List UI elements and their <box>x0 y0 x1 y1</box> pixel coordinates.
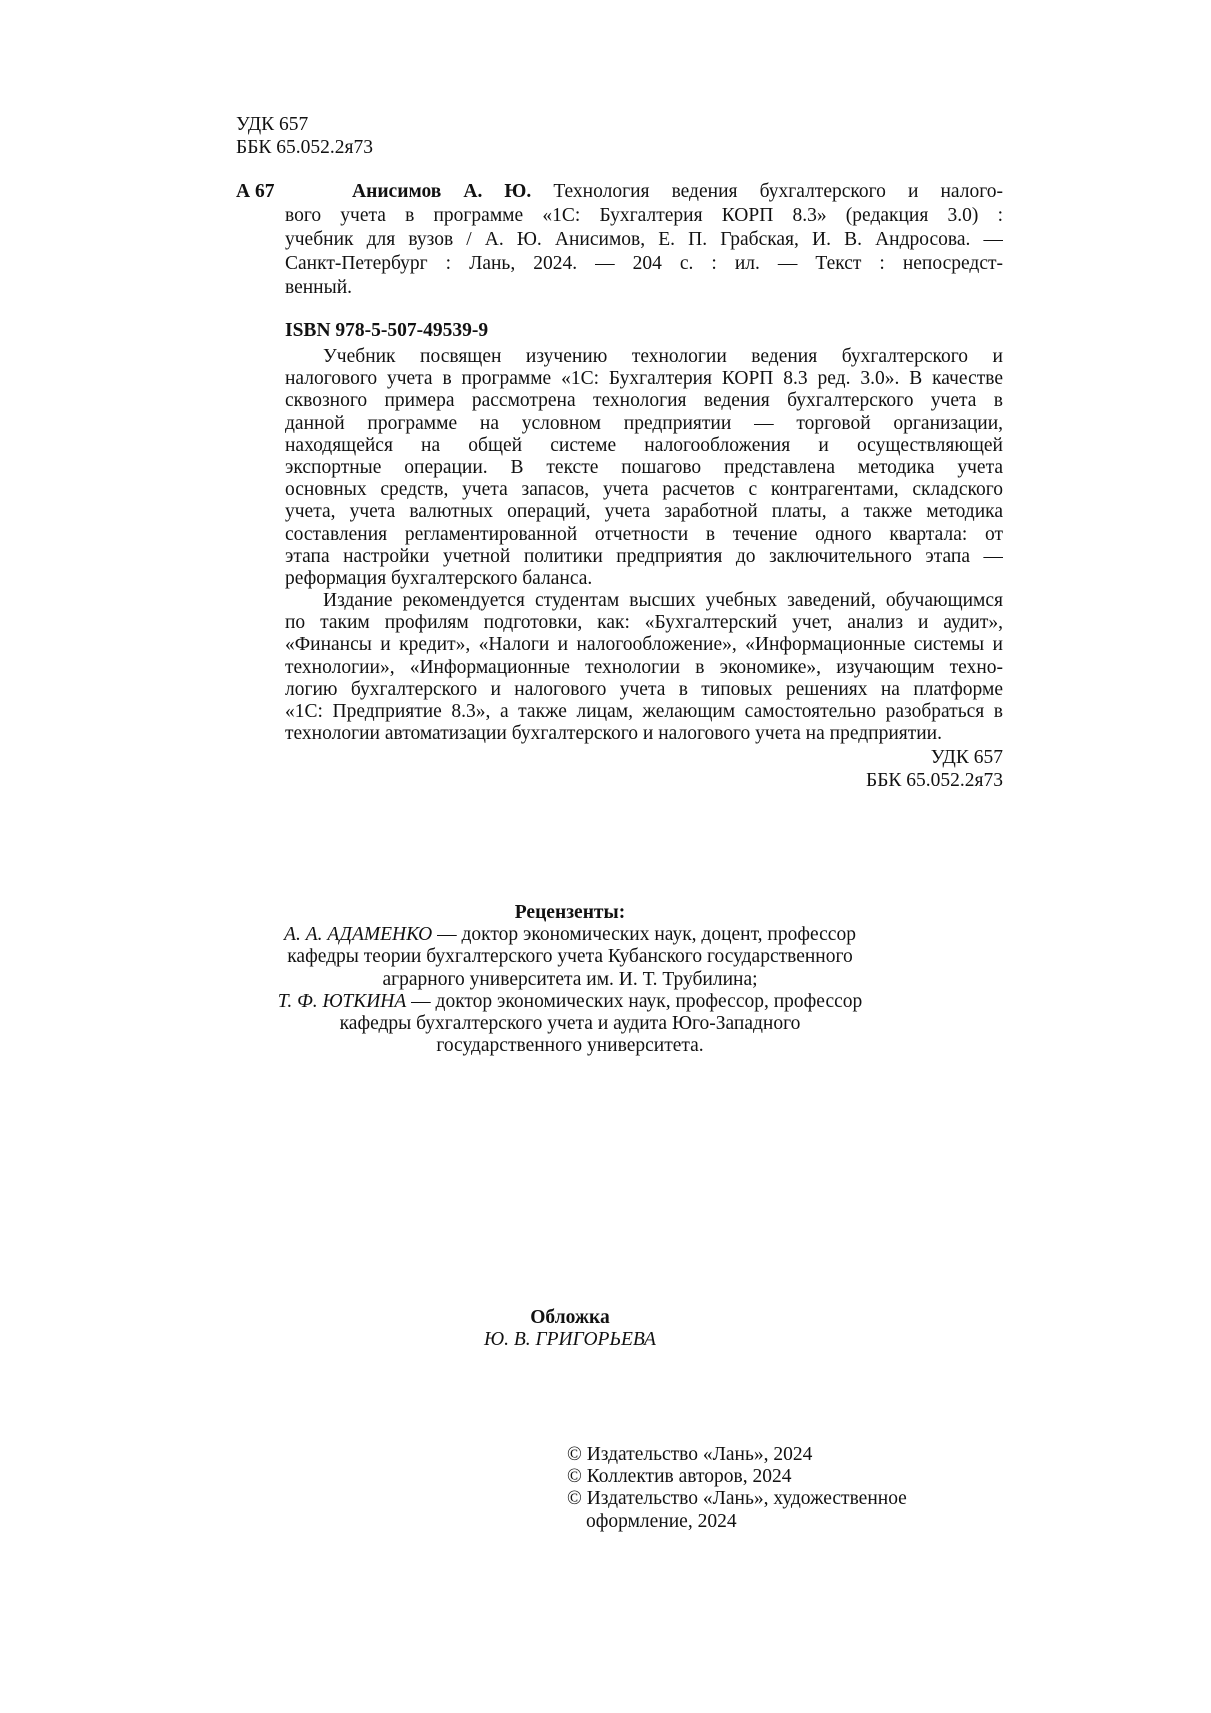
abstract-udk: УДК 657 <box>930 747 1003 769</box>
bib-line: Санкт-Петербург : Лань, 2024. — 204 с. : ил. — Текст : непосредст- <box>285 253 1003 274</box>
copyright-line: © Коллектив авторов, 2024 <box>567 1466 792 1488</box>
copyright-line: © Издательство «Лань», художественное <box>567 1488 907 1510</box>
abstract-line: по таким профилям подготовки, как: «Бухгалтерский учет, анализ и аудит», <box>285 612 1003 634</box>
abstract-line: логию бухгалтерского и налогового учета в типовых решениях на платформе <box>285 678 1003 700</box>
bib-code: А 67 <box>236 181 275 202</box>
header-classification <box>236 113 373 159</box>
abstract-line: данной программе на условном предприятии — торговой организации, <box>285 412 1003 434</box>
abstract-line: «Финансы и кредит», «Налоги и налогообложение», «Информационные системы и <box>285 634 1003 656</box>
cover-designer: Ю. В. ГРИГОРЬЕВА <box>484 1329 656 1351</box>
bib-line: вого учета в программе «1С: Бухгалтерия КОРП 8.3» (редакция 3.0) : <box>285 205 1003 226</box>
abstract-line: сквозного примера рассмотрена технология ведения бухгалтерского учета в <box>285 390 1003 412</box>
abstract-line: учета, учета валютных операций, учета заработной платы, а также методика <box>285 501 1003 523</box>
isbn: ISBN 978-5-507-49539-9 <box>285 320 489 341</box>
abstract-line: составления регламентированной отчетности в течение одного квартала: от <box>285 523 1003 545</box>
udk: УДК 657 <box>236 114 309 135</box>
cover-credit <box>370 1307 770 1351</box>
abstract-line: технологии автоматизации бухгалтерского и налогового учета на предприятии. <box>285 723 942 745</box>
abstract-line: Учебник посвящен изучению технологии ведения бухгалтерского и <box>323 346 1003 367</box>
bibliographic-record <box>285 180 1003 300</box>
abstract-line: основных средств, учета запасов, учета расчетов с контрагентами, складского <box>285 479 1003 501</box>
bbk: ББК 65.052.2я73 <box>236 137 373 158</box>
reviewer-line: аграрного университета им. И. Т. Трубилина; <box>382 968 758 990</box>
abstract-paragraph-1 <box>285 346 1003 590</box>
abstract-line: технологии», «Информационные технологии в экономике», изучающим техно- <box>285 656 1003 678</box>
reviewers: Рецензенты: А. А. АДАМЕНКО — доктор экономических наук, доцент, профессор кафедры теории бухгалтерского учета Кубанского государственного аграрного университета им. И. Т. Трубилина; Т. Ф. ЮТКИНА — доктор экономических наук, профессор, профессор кафедры бухгалтерского учета и аудита Юго-Западного государственного университета. <box>270 902 870 1057</box>
bib-author: Анисимов А. Ю. <box>352 181 532 202</box>
cover-title: Обложка <box>530 1307 610 1328</box>
abstract-line: реформация бухгалтерского баланса. <box>285 567 593 589</box>
copyright-line: оформление, 2024 <box>586 1510 737 1532</box>
abstract-line: находящейся на общей системе налогообложения и осуществляющей <box>285 434 1003 456</box>
abstract-line: Издание рекомендуется студентам высших учебных заведений, обучающимся <box>323 590 1003 612</box>
abstract-bbk: ББК 65.052.2я73 <box>866 769 1003 791</box>
abstract-line: экспортные операции. В тексте пошагово представлена методика учета <box>285 456 1003 478</box>
abstract-line: «1С: Предприятие 8.3», а также лицам, желающим самостоятельно разобраться в <box>285 701 1003 722</box>
abstract-line: этапа настройки учетной политики предприятия до заключительного этапа — <box>285 545 1003 567</box>
abstract <box>285 346 1003 792</box>
reviewer-line: кафедры бухгалтерского учета и аудита Юго-Западного <box>339 1012 801 1034</box>
bib-line: учебник для вузов / А. Ю. Анисимов, Е. П. Грабская, И. В. Андросова. — <box>285 229 1003 250</box>
bib-line: венный. <box>285 277 353 298</box>
reviewers-title: Рецензенты: <box>514 902 626 923</box>
copyright-line: © Издательство «Лань», 2024 <box>567 1444 813 1465</box>
bib-line: Анисимов А. Ю. Технология ведения бухгалтерского и налого- <box>352 181 1003 202</box>
copyright <box>567 1444 907 1533</box>
reviewer-line: кафедры теории бухгалтерского учета Кубанского государственного <box>287 946 853 968</box>
reviewer-name: А. А. АДАМЕНКО <box>284 924 433 946</box>
reviewer-name: Т. Ф. ЮТКИНА <box>277 990 407 1012</box>
abstract-line: налогового учета в программе «1С: Бухгалтерия КОРП 8.3 ред. 3.0». В качестве <box>285 368 1003 390</box>
abstract-paragraph-2 <box>285 590 1003 745</box>
reviewer-line: государственного университета. <box>436 1035 704 1057</box>
